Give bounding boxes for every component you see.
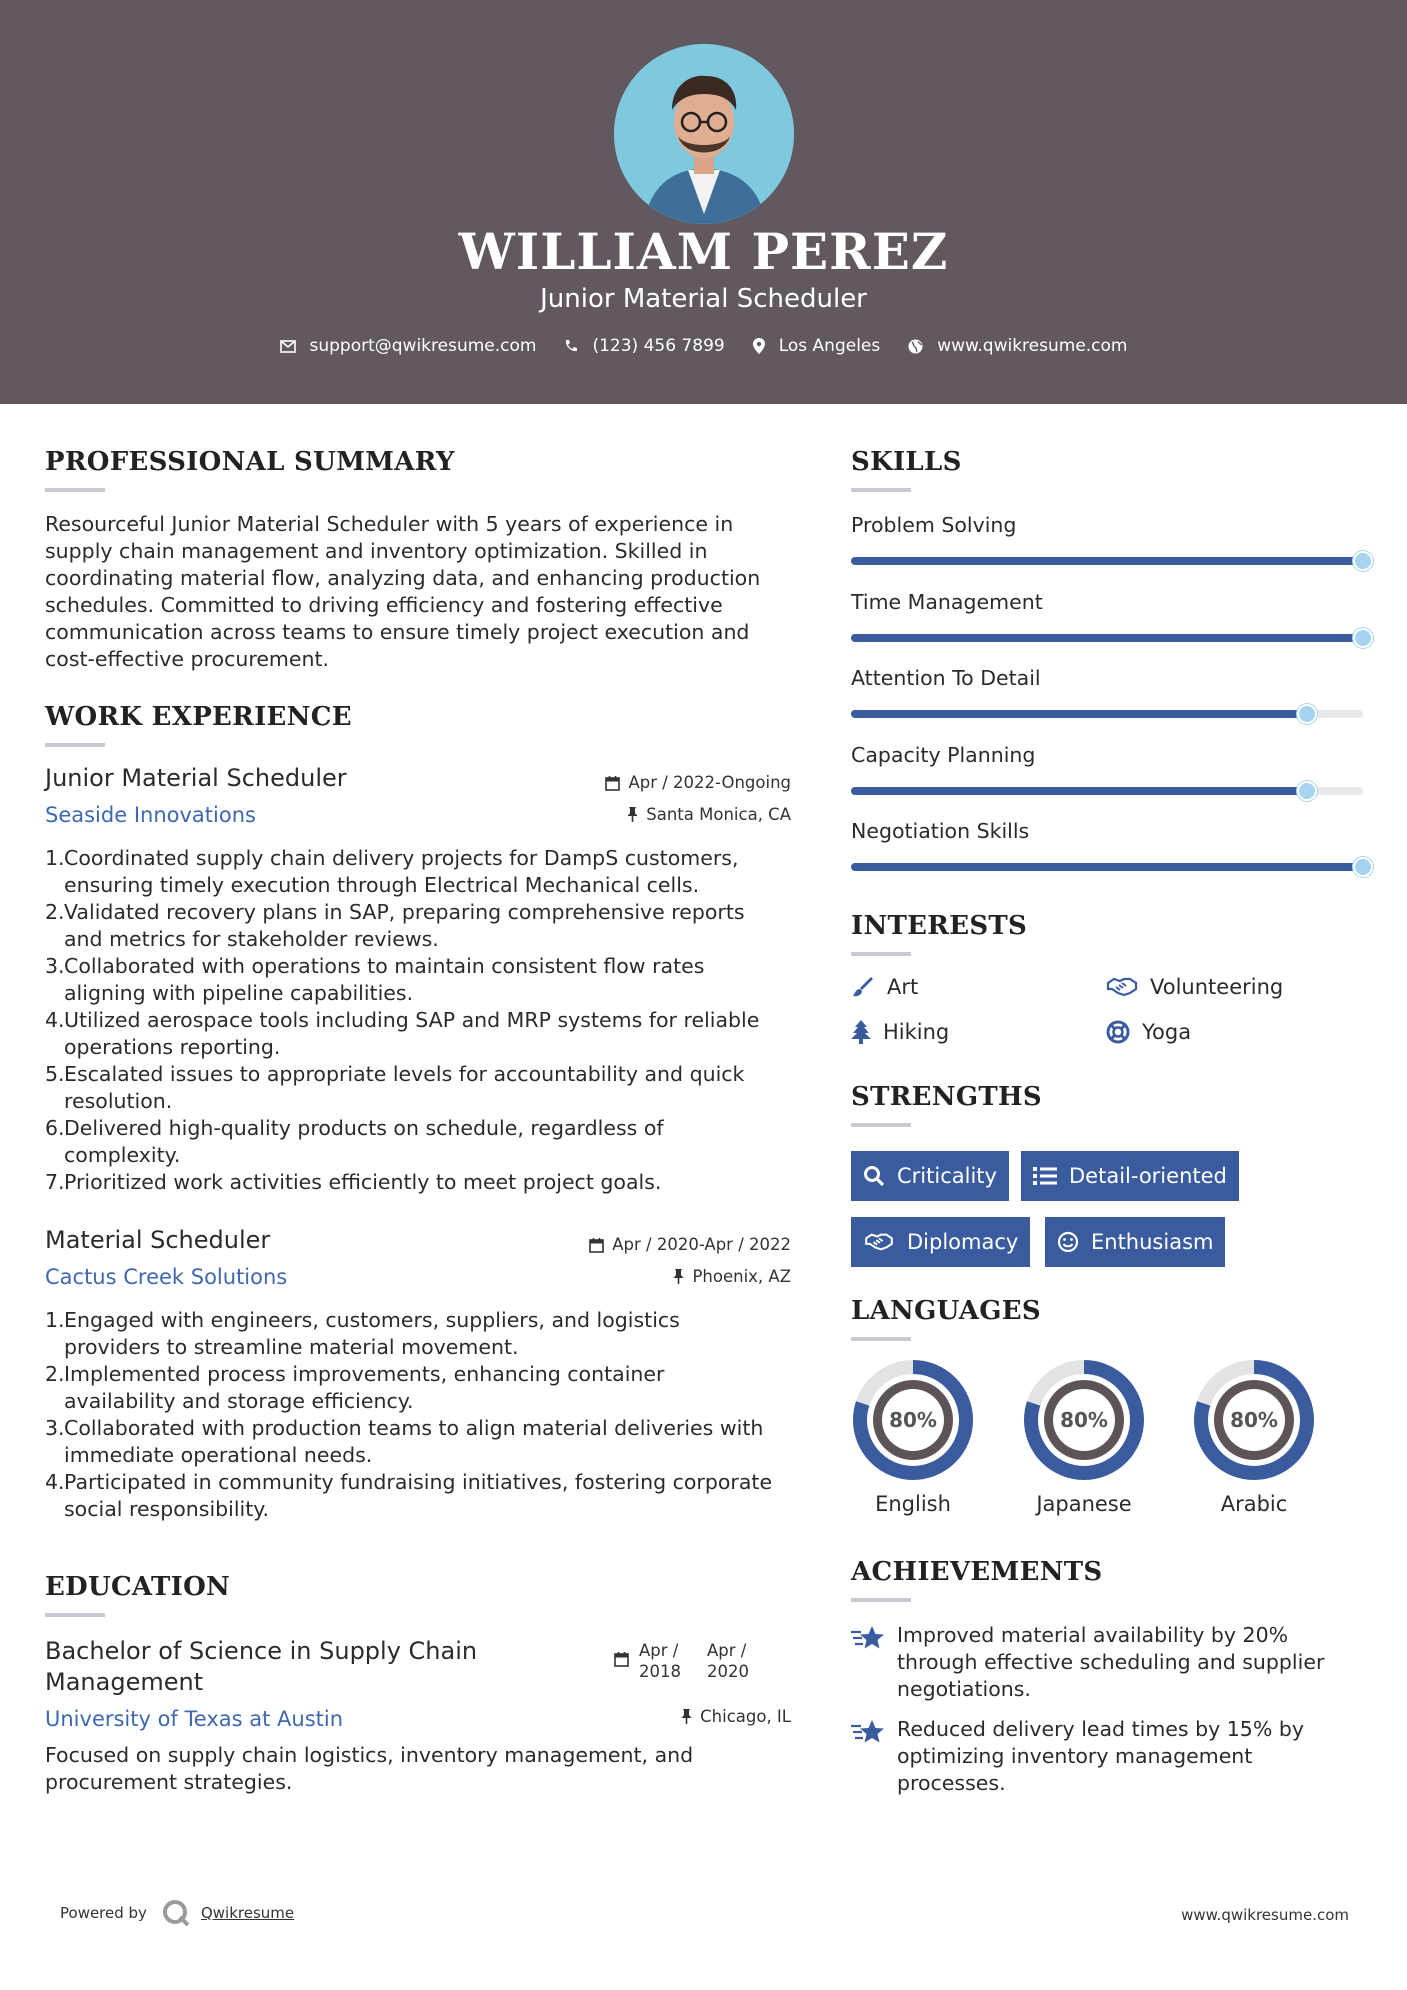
- handshake-icon: [863, 1231, 895, 1253]
- pushpin-icon: [627, 807, 638, 822]
- job-location: [500, 1267, 791, 1286]
- resume-header: [0, 0, 1407, 404]
- shooting-star-icon: [851, 1624, 885, 1652]
- calendar-icon: [605, 775, 620, 791]
- map-pin-icon: [753, 338, 765, 354]
- skill-label: Problem Solving: [851, 513, 1017, 537]
- skill-label: Attention To Detail: [851, 666, 1041, 690]
- footer-powered-by: Powered by Qwikresume: [60, 1898, 294, 1928]
- degree-title: Bachelor of Science in Supply Chain Management: [45, 1637, 478, 1696]
- language-donut: [1022, 1358, 1146, 1482]
- avatar: [614, 44, 794, 224]
- strength-badge-detail-oriented: Detail-oriented: [1021, 1151, 1239, 1201]
- footer-brand-link[interactable]: Qwikresume: [200, 1904, 295, 1922]
- calendar-icon: [589, 1237, 604, 1253]
- language-donut: [851, 1358, 975, 1482]
- summary-line: cost-effective procurement.: [45, 647, 330, 671]
- skill-label: Time Management: [851, 589, 1043, 614]
- skill-bar-knob: [1297, 781, 1317, 801]
- skill-bar: [851, 710, 1363, 718]
- contact-location-text: Los Angeles: [778, 336, 881, 356]
- skill-bar: [851, 634, 1363, 642]
- interest-yoga: Yoga: [1106, 1020, 1191, 1044]
- list-item: 3. Collaborated with production teams to align material deliveries with immediate operational needs.: [45, 1416, 764, 1467]
- phone-icon: [564, 339, 578, 353]
- education-rule: [45, 1613, 105, 1617]
- interest-hiking: Hiking: [851, 1020, 949, 1044]
- strengths-rule: [851, 1123, 911, 1127]
- pushpin-icon: [681, 1709, 692, 1724]
- summary-line: Resourceful Junior Material Scheduler with 5 years of experience in: [45, 512, 734, 536]
- qwikresume-logo-icon: [161, 1898, 191, 1928]
- skill-label: Capacity Planning: [851, 742, 1036, 767]
- skill-bar-knob: [1353, 551, 1373, 571]
- candidate-name: WILLIAM PEREZ: [458, 222, 949, 281]
- job-location-text: Santa Monica, CA: [646, 805, 791, 824]
- skill-label: Negotiation Skills: [851, 819, 1030, 843]
- summary-line: supply chain management and inventory optimization. Skilled in: [45, 539, 708, 563]
- globe-icon: [908, 339, 923, 354]
- job-title: Junior Material Scheduler: [45, 764, 347, 792]
- summary-line: coordinating material flow, analyzing data, and enhancing production: [45, 566, 761, 590]
- handshake-icon: [1106, 975, 1138, 999]
- strength-badge-criticality: Criticality: [851, 1151, 1009, 1201]
- education-description: Focused on supply chain logistics, inventory management, and procurement strategies.: [45, 1743, 694, 1794]
- language-ring: [851, 1358, 975, 1486]
- strength-badge-diplomacy: Diplomacy: [851, 1217, 1030, 1267]
- contact-location: [753, 336, 881, 356]
- skills-rule: [851, 488, 911, 492]
- education-dates: Apr / 2018 Apr / 2020: [614, 1640, 749, 1682]
- pushpin-icon: [673, 1269, 684, 1284]
- strengths-title: STRENGTHS: [851, 1082, 1042, 1112]
- contact-email-text: support@qwikresume.com: [309, 336, 537, 356]
- languages-rule: [851, 1337, 911, 1341]
- achievement-item: Reduced delivery lead times by 15% by optimizing inventory management processes.: [851, 1716, 1304, 1797]
- skill-bar-knob: [1297, 704, 1317, 724]
- job-title: Material Scheduler: [45, 1226, 271, 1254]
- list-item: 2. Validated recovery plans in SAP, preparing comprehensive reports and metrics for stakeholder reviews.: [45, 900, 745, 951]
- list-item: 7. Prioritized work activities efficiently to meet project goals.: [45, 1170, 662, 1194]
- job-duties: [45, 1307, 815, 1523]
- job-duties: [45, 845, 815, 1196]
- list-item: 4. Participated in community fundraising initiatives, fostering corporate social responsibility.: [45, 1470, 773, 1521]
- interest-art: Art: [851, 975, 918, 999]
- job-location: [500, 805, 791, 824]
- contact-email[interactable]: [280, 336, 537, 356]
- list-item: 1. Engaged with engineers, customers, suppliers, and logistics providers to streamline material movement.: [45, 1308, 680, 1359]
- education-location-text: Chicago, IL: [700, 1707, 791, 1726]
- interests-rule: [851, 952, 911, 956]
- language-ring: [1022, 1358, 1146, 1486]
- contact-phone-text: (123) 456 7899: [592, 336, 725, 356]
- language-percent: 80%: [1230, 1408, 1278, 1432]
- education-location: [500, 1707, 791, 1726]
- tree-icon: [851, 1020, 871, 1044]
- list-item: 2. Implemented process improvements, enhancing container availability and storage efficiency.: [45, 1362, 665, 1413]
- language-donut: [1192, 1358, 1316, 1482]
- school-name[interactable]: University of Texas at Austin: [45, 1707, 344, 1731]
- job-location-text: Phoenix, AZ: [692, 1267, 791, 1286]
- lifebuoy-icon: [1106, 1020, 1130, 1044]
- skill-bar-fill: [851, 557, 1363, 565]
- interest-volunteering: Volunteering: [1106, 975, 1283, 999]
- summary-text: [45, 511, 805, 673]
- list-item: 3. Collaborated with operations to maintain consistent flow rates aligning with pipeline capabilities.: [45, 954, 705, 1005]
- envelope-icon: [280, 340, 296, 353]
- list-item: 5. Escalated issues to appropriate levels for accountability and quick resolution.: [45, 1062, 745, 1113]
- contact-website[interactable]: [908, 336, 1127, 356]
- job-company[interactable]: Cactus Creek Solutions: [45, 1265, 288, 1289]
- skill-bar: [851, 557, 1363, 565]
- language-name: Japanese: [1036, 1492, 1132, 1516]
- smile-icon: [1057, 1231, 1079, 1253]
- skill-bar: [851, 787, 1363, 795]
- interests-title: INTERESTS: [851, 911, 1028, 941]
- languages-title: LANGUAGES: [851, 1296, 1041, 1326]
- job-company[interactable]: Seaside Innovations: [45, 803, 256, 827]
- job-dates: [500, 773, 791, 792]
- achievements-rule: [851, 1598, 911, 1602]
- experience-rule: [45, 743, 105, 747]
- skills-title: SKILLS: [851, 447, 962, 477]
- achievements-title: ACHIEVEMENTS: [851, 1557, 1103, 1587]
- job-dates: [500, 1235, 791, 1254]
- skill-bar: [851, 863, 1363, 871]
- experience-title: WORK EXPERIENCE: [45, 702, 352, 732]
- language-name: Arabic: [1220, 1492, 1288, 1516]
- list-icon: [1033, 1166, 1057, 1186]
- language-name: English: [875, 1492, 951, 1516]
- skill-bar-fill: [851, 710, 1307, 718]
- education-title: EDUCATION: [45, 1572, 231, 1602]
- language-percent: 80%: [889, 1408, 937, 1432]
- list-item: 6. Delivered high-quality products on schedule, regardless of complexity.: [45, 1116, 664, 1167]
- language-percent: 80%: [1060, 1408, 1108, 1432]
- job-dates-text: Apr / 2020-Apr / 2022: [612, 1235, 791, 1254]
- achievement-item: Improved material availability by 20% through effective scheduling and supplier negotiations.: [851, 1622, 1324, 1703]
- footer-website[interactable]: www.qwikresume.com: [1181, 1906, 1349, 1924]
- skill-bar-fill: [851, 787, 1307, 795]
- list-item: 4. Utilized aerospace tools including SAP and MRP systems for reliable operations reporting.: [45, 1008, 760, 1059]
- skill-bar-fill: [851, 634, 1363, 642]
- skill-bar-knob: [1353, 628, 1373, 648]
- contact-bar: [0, 336, 1407, 356]
- summary-line: schedules. Committed to driving efficiency and fostering effective: [45, 593, 723, 617]
- list-item: 1. Coordinated supply chain delivery projects for DampS customers, ensuring timely execution through Electrical Mechanical cells.: [45, 846, 739, 897]
- summary-rule: [45, 488, 105, 492]
- person-photo-icon: [614, 44, 794, 224]
- skill-bar-knob: [1353, 857, 1373, 877]
- summary-title: PROFESSIONAL SUMMARY: [45, 447, 455, 477]
- search-icon: [863, 1165, 885, 1187]
- language-ring: [1192, 1358, 1316, 1486]
- candidate-role: Junior Material Scheduler: [540, 284, 867, 314]
- paintbrush-icon: [851, 975, 875, 999]
- strength-badge-enthusiasm: Enthusiasm: [1045, 1217, 1225, 1267]
- contact-phone[interactable]: [564, 336, 724, 356]
- summary-line: communication across teams to ensure timely project execution and: [45, 620, 750, 644]
- job-dates-text: Apr / 2022-Ongoing: [628, 773, 791, 792]
- contact-website-text: www.qwikresume.com: [937, 336, 1128, 356]
- calendar-icon: [614, 1651, 629, 1667]
- skill-bar-fill: [851, 863, 1363, 871]
- shooting-star-icon: [851, 1718, 885, 1746]
